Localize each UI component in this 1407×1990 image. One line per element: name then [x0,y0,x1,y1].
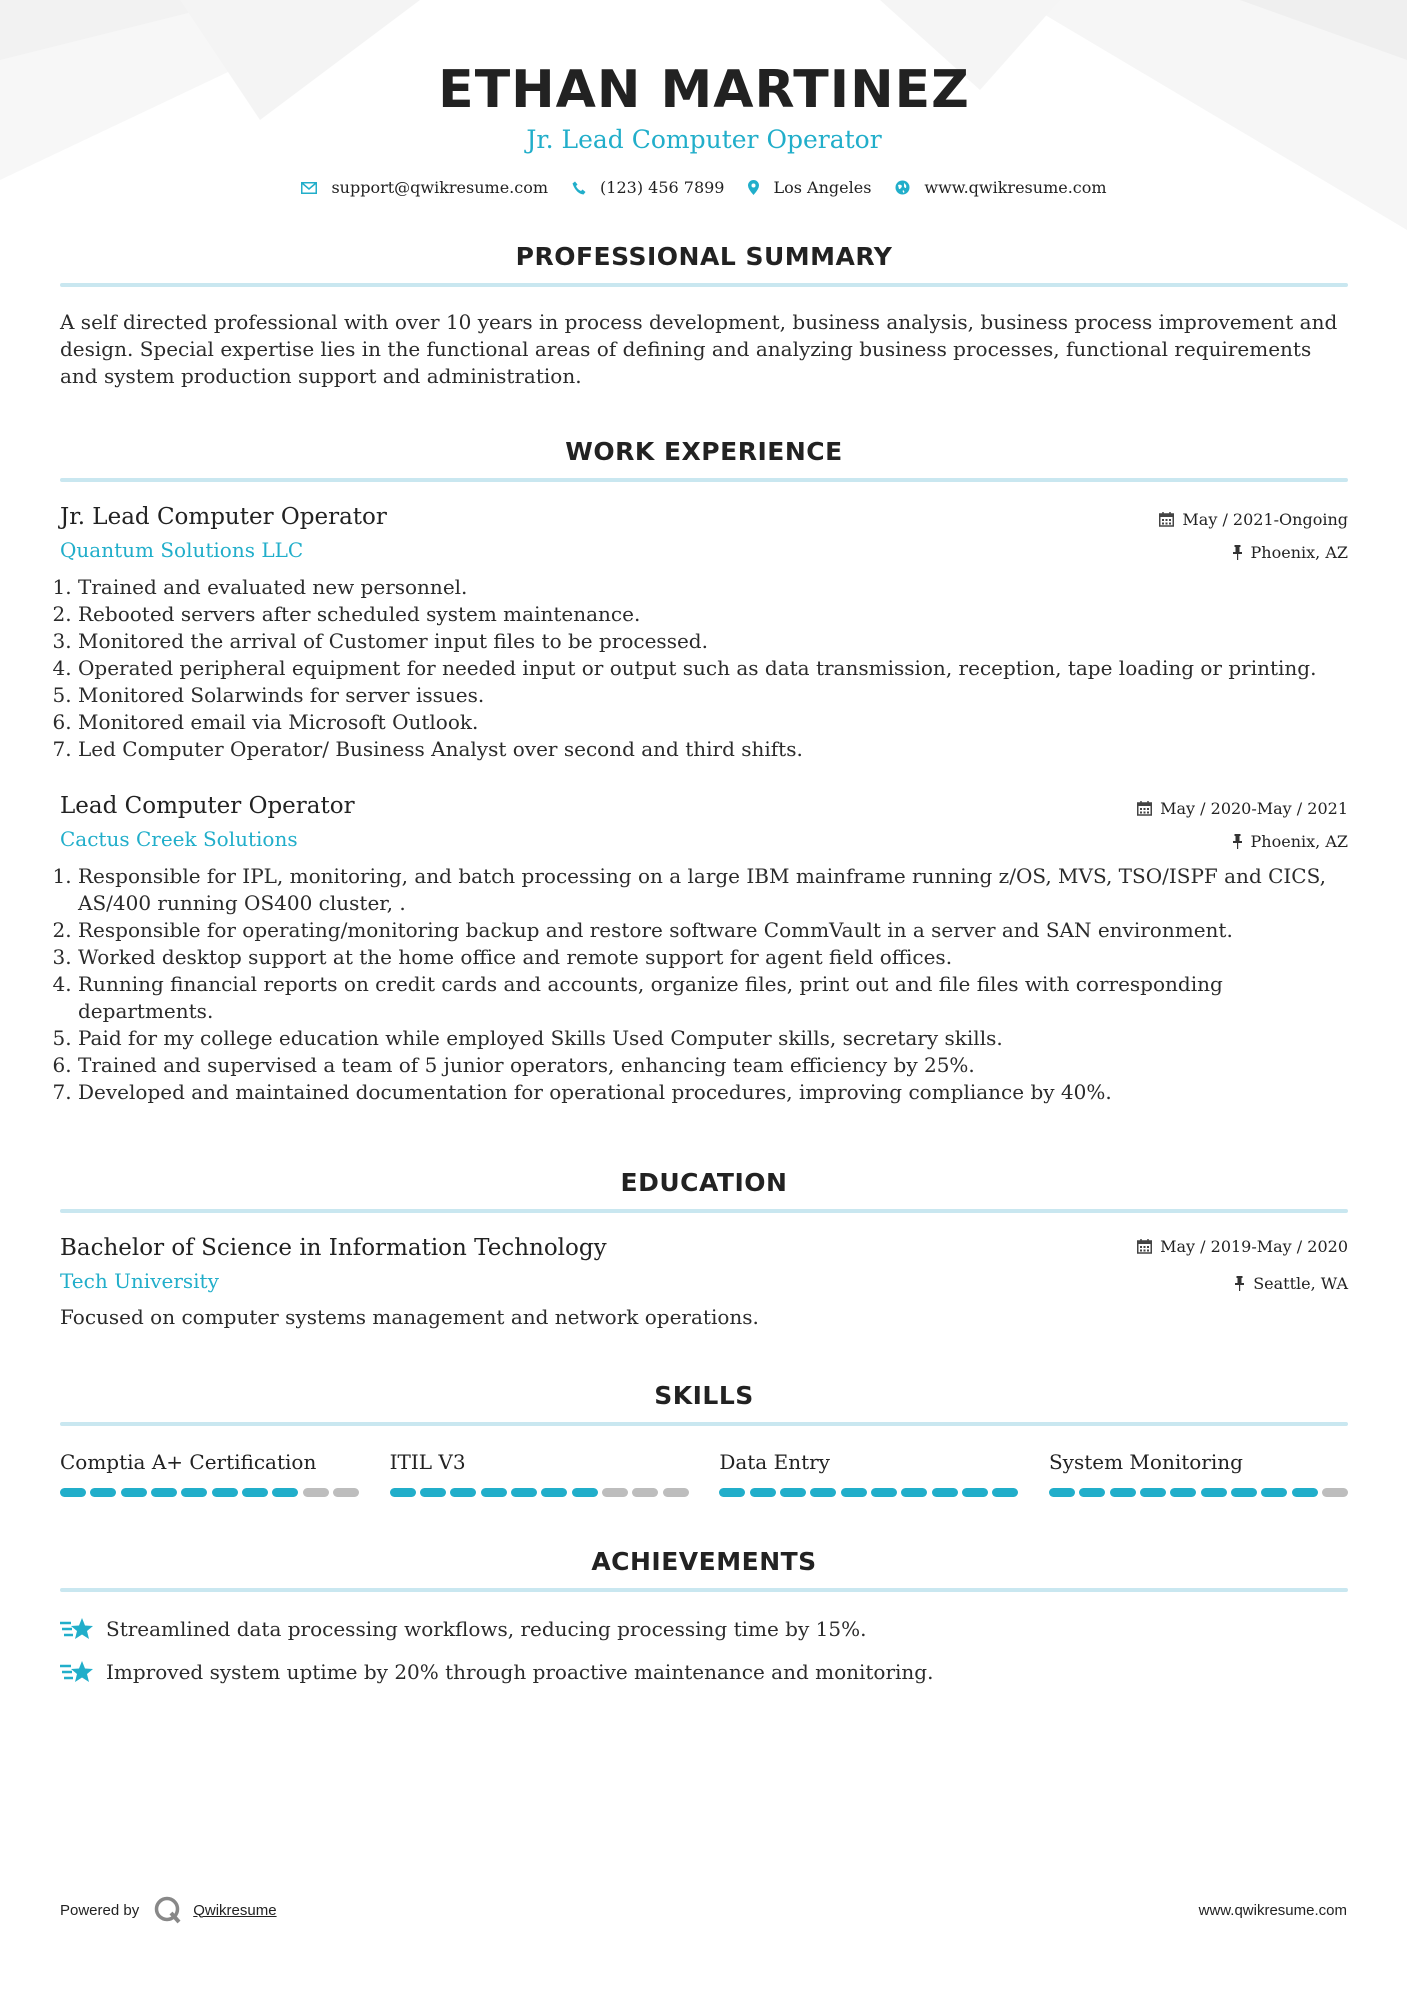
list-item: 5. Monitored Solarwinds for server issues. [78,682,1348,709]
skill-segment-filled [1049,1488,1075,1497]
contact-email[interactable] [301,178,548,197]
resume-header [60,0,1348,197]
contact-location [748,178,871,197]
skill-segment-filled [992,1488,1018,1497]
achievement-item [60,1614,1348,1644]
contact-bar [60,178,1348,197]
experience-heading: WORK EXPERIENCE [565,437,843,466]
powered-by [60,1895,277,1925]
phone-icon [572,181,586,195]
qwikresume-link[interactable]: Qwikresume [193,1901,277,1919]
skill-segment-filled [1292,1488,1318,1497]
skill-segment-empty [1322,1488,1348,1497]
skill-segment-filled [212,1488,238,1497]
job-meta [1159,508,1348,563]
candidate-name: ETHAN MARTINEZ [438,60,970,120]
skill-segment-filled [121,1488,147,1497]
skill-segment-empty [632,1488,658,1497]
envelope-icon [301,182,317,194]
list-item: 6. Trained and supervised a team of 5 junior operators, enhancing team efficiency by 25%. [78,1052,1348,1079]
job-entry [60,504,1348,763]
achievements-section [60,1547,1348,1687]
list-item: 4. Operated peripheral equipment for needed input or output such as data transmission, reception, tape loading or printing. [78,655,1348,682]
pushpin-icon [1232,834,1243,849]
contact-website[interactable] [895,178,1106,197]
candidate-role: Jr. Lead Computer Operator [526,125,882,154]
job-date [1137,797,1348,819]
skill-segment-filled [541,1488,567,1497]
shooting-star-icon [60,1615,94,1643]
skill-level-bar [390,1488,689,1497]
degree-title: Bachelor of Science in Information Technology [60,1235,607,1261]
pushpin-icon [1234,1276,1245,1291]
summary-heading: PROFESSIONAL SUMMARY [515,242,893,271]
skill-segment-empty [602,1488,628,1497]
skill-item [1049,1450,1348,1497]
list-item: 7. Developed and maintained documentation for operational procedures, improving compliance by 40%. [78,1079,1348,1106]
list-item: 2. Rebooted servers after scheduled system maintenance. [78,601,1348,628]
skill-segment-filled [151,1488,177,1497]
date-text: May / 2019-May / 2020 [1160,1236,1348,1256]
powered-by-label: Powered by [60,1901,140,1919]
page-footer [60,1895,1347,1925]
list-item: 6. Monitored email via Microsoft Outlook. [78,709,1348,736]
achievements-list [60,1614,1348,1687]
location-text: Phoenix, AZ [1250,831,1348,851]
skill-segment-filled [901,1488,927,1497]
education-meta [1137,1235,1348,1294]
skill-segment-filled [420,1488,446,1497]
skill-name: Data Entry [719,1450,830,1474]
globe-icon [895,180,910,195]
company-name: Cactus Creek Solutions [60,827,298,851]
job-date [1159,508,1348,530]
experience-section [60,437,1348,1106]
calendar-icon [1137,801,1152,816]
contact-phone[interactable] [572,178,724,197]
list-item: 3. Worked desktop support at the home office and remote support for agent field offices. [78,944,1348,971]
section-divider [60,1422,1348,1426]
skill-segment-filled [1140,1488,1166,1497]
skill-segment-filled [90,1488,116,1497]
skill-segment-filled [932,1488,958,1497]
job-location [1159,541,1348,563]
section-divider [60,283,1348,287]
skill-segment-empty [303,1488,329,1497]
skill-segment-filled [1201,1488,1227,1497]
date-text: May / 2021-Ongoing [1182,509,1348,529]
phone-text: (123) 456 7899 [600,178,725,197]
skill-segment-filled [242,1488,268,1497]
skill-segment-filled [572,1488,598,1497]
skill-segment-filled [1079,1488,1105,1497]
qwikresume-logo-icon [153,1895,183,1925]
education-location [1137,1272,1348,1294]
skill-segment-filled [1231,1488,1257,1497]
skill-level-bar [1049,1488,1348,1497]
skill-name: ITIL V3 [389,1450,466,1474]
job-location [1137,830,1348,852]
skill-segment-filled [390,1488,416,1497]
calendar-icon [1159,512,1174,527]
skill-level-bar [719,1488,1018,1497]
location-text: Phoenix, AZ [1250,542,1348,562]
skill-name: System Monitoring [1048,1450,1243,1474]
job-meta [1137,797,1348,852]
section-divider [60,478,1348,482]
skill-name: Comptia A+ Certification [60,1450,317,1474]
date-text: May / 2020-May / 2021 [1160,798,1348,818]
company-name: Quantum Solutions LLC [60,538,304,562]
skills-row [60,1450,1348,1497]
list-item: 1. Responsible for IPL, monitoring, and batch processing on a large IBM mainframe running z/OS, MVS, TSO/ISPF and CICS, AS/400 running OS400 cluster, . [78,863,1348,917]
list-item: 7. Led Computer Operator/ Business Analyst over second and third shifts. [78,736,1348,763]
footer-website-link[interactable]: www.qwikresume.com [1198,1901,1347,1919]
job-title: Lead Computer Operator [60,793,355,819]
education-date [1137,1235,1348,1257]
education-entry [60,1235,1348,1329]
achievements-heading: ACHIEVEMENTS [591,1547,817,1576]
list-item: 4. Running financial reports on credit cards and accounts, organize files, print out and file files with corresponding departments. [78,971,1348,1025]
skill-segment-filled [481,1488,507,1497]
achievement-text: Streamlined data processing workflows, reducing processing time by 15%. [106,1617,867,1641]
skill-item [719,1450,1018,1497]
list-item: 1. Trained and evaluated new personnel. [78,574,1348,601]
section-divider [60,1209,1348,1213]
job-title: Jr. Lead Computer Operator [60,504,387,530]
education-section [60,1168,1348,1329]
achievement-text: Improved system uptime by 20% through proactive maintenance and monitoring. [106,1660,934,1684]
skills-heading: SKILLS [654,1381,754,1410]
skill-segment-filled [962,1488,988,1497]
skill-segment-filled [871,1488,897,1497]
achievement-item [60,1657,1348,1687]
education-description: Focused on computer systems management and network operations. [60,1305,759,1329]
pushpin-icon [1232,545,1243,560]
summary-text: A self directed professional with over 10 years in process development, business analysis, business process improvement and design. Special expertise lies in the functional areas of defining and analyzing business processes, functional requirements and system production support and administration. [60,310,1338,388]
skill-segment-filled [750,1488,776,1497]
skill-segment-filled [511,1488,537,1497]
shooting-star-icon [60,1658,94,1686]
duties-list [60,863,1348,1106]
skill-segment-filled [1170,1488,1196,1497]
school-name: Tech University [60,1269,219,1293]
resume-page [60,0,1348,1687]
email-text: support@qwikresume.com [331,178,549,197]
summary-section [60,242,1348,390]
skill-item [60,1450,359,1497]
skill-segment-empty [663,1488,689,1497]
skill-segment-filled [780,1488,806,1497]
skill-segment-filled [841,1488,867,1497]
skill-segment-filled [719,1488,745,1497]
skill-segment-filled [1261,1488,1287,1497]
location-text: Seattle, WA [1253,1273,1348,1293]
calendar-icon [1137,1239,1152,1254]
skill-segment-filled [181,1488,207,1497]
skill-segment-filled [60,1488,86,1497]
list-item: 2. Responsible for operating/monitoring backup and restore software CommVault in a server and SAN environment. [78,917,1348,944]
skills-section [60,1381,1348,1497]
education-heading: EDUCATION [620,1168,788,1197]
list-item: 5. Paid for my college education while employed Skills Used Computer skills, secretary skills. [78,1025,1348,1052]
website-text: www.qwikresume.com [924,178,1107,197]
skill-segment-filled [1110,1488,1136,1497]
skill-item [390,1450,689,1497]
map-pin-icon [748,180,759,195]
list-item: 3. Monitored the arrival of Customer input files to be processed. [78,628,1348,655]
duties-list [60,574,1348,763]
skill-level-bar [60,1488,359,1497]
skill-segment-filled [450,1488,476,1497]
location-text: Los Angeles [773,178,872,197]
skill-segment-filled [272,1488,298,1497]
section-divider [60,1588,1348,1592]
skill-segment-filled [810,1488,836,1497]
skill-segment-empty [333,1488,359,1497]
job-entry [60,793,1348,1106]
